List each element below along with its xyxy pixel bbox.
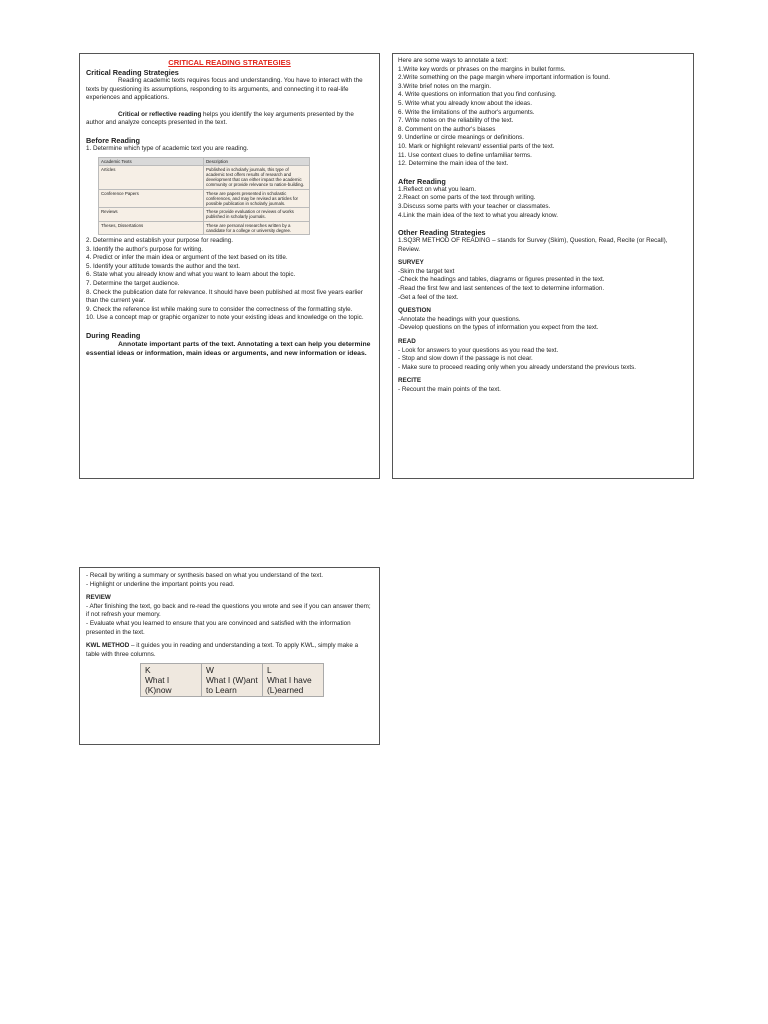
list-item: 5. Write what you already know about the ideas. — [398, 99, 532, 107]
list-item: 6. Write the limitations of the author's arguments. — [398, 108, 535, 116]
page-panel-review-kwl — [79, 567, 380, 745]
table-header-cell: Description — [204, 157, 310, 165]
list-item: 11. Use context clues to define unfamiliar terms. — [398, 151, 532, 159]
section-heading-recite: RECITE — [398, 377, 422, 385]
list-item: 1. Determine which type of academic text you are reading. — [86, 144, 249, 152]
list-item: - Evaluate what you learned to ensure that you are convinced and satisfied with the information presented in the text. — [86, 619, 351, 636]
list-item: 9. Underline or circle meanings or definitions. — [398, 134, 524, 142]
sq3r-description: 1.SQ3R METHOD OF READING – stands for Survey (Skim), Question, Read, Recite (or Recall), Review. — [398, 237, 668, 253]
table-row — [99, 189, 310, 208]
list-item: -Develop questions on the types of information you expect from the text. — [398, 324, 599, 332]
list-item: 10. Use a concept map or graphic organizer to note your existing ideas and knowledge on the topic. — [86, 314, 364, 322]
list-item: 9. Check the reference list while making sure to consider the correctness of the formatting style. — [86, 305, 353, 313]
annotate-intro: Here are some ways to annotate a text: — [398, 57, 508, 64]
kwl-term: KWL METHOD — [86, 642, 130, 650]
table-row — [99, 165, 310, 189]
list-item: 3. Identify the author's purpose for writing. — [86, 245, 204, 253]
table-cell: These provide evaluation or reviews of works published in scholarly journals. — [204, 208, 310, 221]
critical-reading-desc: helps you identify the key arguments presented by the author and analyze concepts presented in the text. — [86, 110, 354, 127]
list-item: 1.Reflect on what you learn. — [398, 185, 477, 193]
table-header-row — [99, 157, 310, 165]
table-header-cell: Academic Texts — [99, 157, 204, 165]
list-item: 3.Discuss some parts with your teacher or classmates. — [398, 202, 551, 210]
table-cell: These are personal researches written by a candidate for a college or university degree. — [204, 221, 310, 234]
section-heading-question: QUESTION — [398, 307, 431, 315]
list-item: 12. Determine the main idea of the text. — [398, 160, 509, 168]
table-cell: Reviews — [99, 208, 204, 221]
list-item: 4. Predict or infer the main idea or argument of the text based on its title. — [86, 254, 288, 262]
section-heading-survey: SURVEY — [398, 259, 424, 267]
list-item: 4.Link the main idea of the text to what you already know. — [398, 211, 558, 219]
table-cell: These are papers presented in scholastic conferences, and may be revised as articles for possible publication in scholarly journals. — [204, 189, 310, 208]
list-item: 2.React on some parts of the text through writing. — [398, 194, 536, 202]
critical-reading-definition — [86, 111, 373, 128]
list-item: 7. Write notes on the reliability of the text. — [398, 117, 514, 125]
list-item: -Check the headings and tables, diagrams or figures presented in the text. — [398, 276, 605, 284]
kwl-column-k — [141, 664, 202, 697]
during-reading-text: Annotate important parts of the text. Annotating a text can help you determine essential ideas or information, main ideas or arguments, and new information or ideas. — [86, 340, 371, 357]
list-item: 10. Mark or highlight relevant/ essential parts of the text. — [398, 142, 555, 150]
list-item: 8. Check the publication date for relevance. It should have been published at most five years earlier than the current year. — [86, 288, 363, 305]
table-cell: Theses, Dissertations — [99, 221, 204, 234]
kwl-column-w — [202, 664, 263, 697]
section-heading-review: REVIEW — [86, 594, 111, 602]
list-item: -Get a feel of the text. — [398, 293, 459, 301]
section-heading-critical-reading: Critical Reading Strategies — [86, 68, 179, 77]
table-cell: Conference Papers — [99, 189, 204, 208]
list-item: - After finishing the text, go back and re-read the questions you wrote and see if you can answer them; if not refresh your memory. — [86, 602, 371, 619]
intro-paragraph: Reading academic texts requires focus and understanding. You have to interact with the texts by questioning its assumptions, responding to its arguments, and connecting it to real-life experiences and applications. — [86, 77, 363, 102]
list-item: - Make sure to proceed reading only when you already understand the previous texts. — [398, 363, 637, 371]
kwl-column-l — [263, 664, 324, 697]
academic-texts-table — [98, 157, 310, 235]
table-cell: Published in scholarly journals, this type of academic text offers results of research and development that can either impact the academic community or provide relevance to nation-building. — [204, 165, 310, 189]
list-item: 3.Write brief notes on the margin. — [398, 82, 491, 90]
page-panel-critical-reading — [79, 53, 380, 479]
table-row — [99, 221, 310, 234]
list-item: - Stop and slow down if the passage is not clear. — [398, 355, 533, 363]
list-item: - Recount the main points of the text. — [398, 386, 501, 393]
document-title: CRITICAL READING STRATEGIES — [168, 58, 291, 67]
list-item: 5. Identify your attitude towards the author and the text. — [86, 262, 241, 270]
kwl-desc: – it guides you in reading and understanding a text. To apply KWL, simply make a table with three columns. — [86, 642, 359, 658]
kwl-text: What I have (L)earned — [267, 675, 312, 696]
table-row — [141, 664, 324, 697]
list-item: 4. Write questions on information that you find confusing. — [398, 91, 557, 99]
kwl-letter: W — [206, 665, 214, 676]
kwl-table — [140, 663, 324, 697]
page-panel-annotation — [392, 53, 694, 479]
section-heading-before-reading: Before Reading — [86, 135, 140, 145]
list-item: 2. Determine and establish your purpose for reading. — [86, 237, 234, 244]
list-item: 6. State what you already know and what you want to learn about the topic. — [86, 271, 296, 279]
list-item: 2.Write something on the page margin where important information is found. — [398, 74, 610, 82]
critical-reading-term: Critical or reflective reading — [118, 110, 202, 118]
kwl-text: What I (K)now — [145, 675, 172, 696]
table-cell: Articles — [99, 165, 204, 189]
section-heading-during-reading: During Reading — [86, 330, 141, 340]
section-heading-read: READ — [398, 338, 416, 346]
list-item: 8. Comment on the author's biases — [398, 125, 496, 133]
list-item: -Read the first few and last sentences of the text to determine information. — [398, 285, 605, 293]
section-heading-other-strategies: Other Reading Strategies — [398, 228, 486, 238]
list-item: - Recall by writing a summary or synthesis based on what you understand of the text. — [86, 572, 323, 579]
list-item: -Annotate the headings with your questions. — [398, 315, 521, 323]
section-heading-after-reading: After Reading — [398, 176, 446, 186]
kwl-letter: L — [267, 665, 272, 676]
kwl-description — [86, 642, 373, 659]
table-row — [99, 208, 310, 221]
list-item: -Skim the target text — [398, 267, 455, 275]
list-item: 1.Write key words or phrases on the margins in bullet forms. — [398, 65, 566, 73]
list-item: - Look for answers to your questions as you read the text. — [398, 346, 559, 354]
list-item: - Highlight or underline the important points you read. — [86, 580, 235, 588]
kwl-letter: K — [145, 665, 151, 676]
list-item: 7. Determine the target audience. — [86, 279, 180, 287]
kwl-text: What I (W)ant to Learn — [206, 675, 258, 696]
